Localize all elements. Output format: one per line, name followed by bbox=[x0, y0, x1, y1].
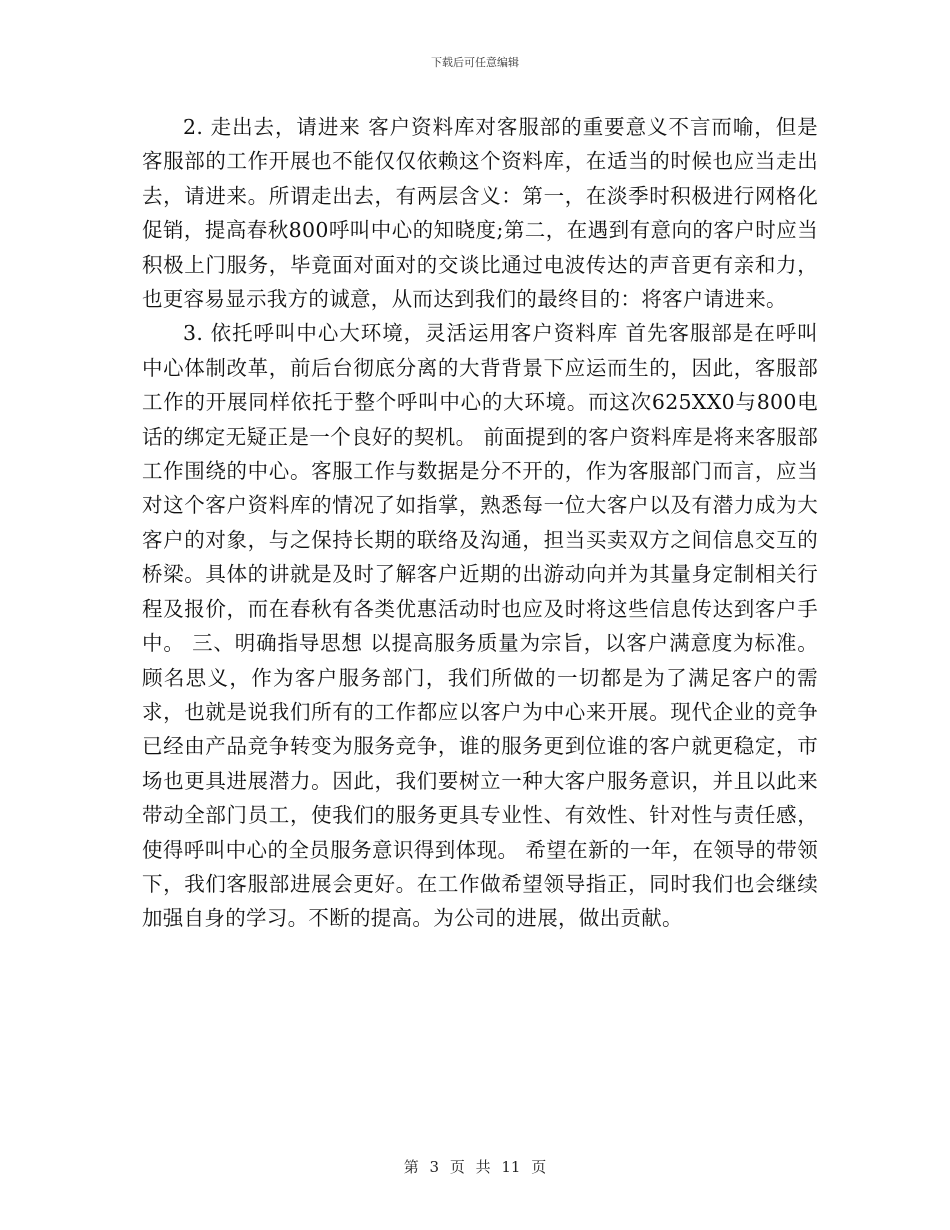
paragraph-go-out-invite-in: 2. 走出去，请进来 客户资料库对客服部的重要意义不言而喻，但是客服部的工作开展也不能仅仅依赖这个资料库，在适当的时候也应当走出去，请进来。所谓走出去，有两层含义：第一，在淡季时积极进行网格化促销，提高春秋800呼叫中心的知晓度;第二，在遇到有意向的客户时应当积极上门服务，毕竟面对面对的交谈比通过电波传达的声音更有亲和力，也更容易显示我方的诚意，从而达到我们的最终目的：将客户请进来。 bbox=[142, 115, 818, 312]
paragraph-call-center-environment: 3. 依托呼叫中心大环境，灵活运用客户资料库 首先客服部是在呼叫中心体制改革，前后台彻底分离的大背背景下应运而生的，因此，客服部工作的开展同样依托于整个呼叫中心的大环境。而这次625XX0与800电话的绑定无疑正是一个良好的契机。 前面提到的客户资料库是将来客服部工作围绕的中心。客服工作与数据是分不开的，作为客服部门而言，应当对这个客户资料库的情况了如指掌，熟悉每一位大客户以及有潜力成为大客户的对象，与之保持长期的联络及沟通，担当买卖双方之间信息交互的桥梁。具体的讲就是及时了解客户近期的出游动向并为其量身定制相关行程及报价，而在春秋有各类优惠活动时也应及时将这些信息传达到客户手中。 三、明确指导思想 以提高服务质量为宗旨，以客户满意度为标准。 顾名思义，作为客户服务部门，我们所做的一切都是为了满足客户的需求，也就是说我们所有的工作都应以客户为中心来开展。现代企业的竞争已经由产品竞争转变为服务竞争，谁的服务更到位谁的客户就更稳定，市场也更具进展潜力。因此，我们要树立一种大客户服务意识，并且以此来带动全部门员工，使我们的服务更具专业性、有效性、针对性与责任感，使得呼叫中心的全员服务意识得到体现。 希望在新的一年，在领导的带领下，我们客服部进展会更好。在工作做希望领导指正，同时我们也会继续加强自身的学习。不断的提高。为公司的进展，做出贡献。 bbox=[142, 321, 818, 931]
page-header: 下载后可任意编辑 bbox=[431, 56, 519, 69]
document-body bbox=[142, 110, 818, 936]
page-footer-page-number: 第 3 页 共 11 页 bbox=[403, 1158, 547, 1176]
